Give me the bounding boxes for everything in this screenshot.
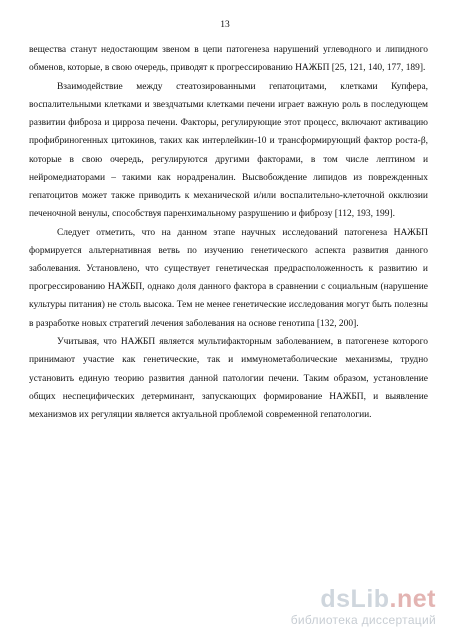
document-body xyxy=(29,41,428,424)
dslib-watermark xyxy=(291,587,436,627)
paragraph-cell-interaction: Взаимодействие между стеатозированными гепатоцитами, клетками Купфера, воспалительными клетками и звездчатыми клетками печени играет важную роль в последующем развитии фиброза и цирроза печени. Факторы, регулирующие этот процесс, включают активацию профибриногенных цитокинов, таких как интерлейкин-10 и трансформирующий фактор роста-β, которые в свою очередь, регулируются другими факторами, в том числе лептином и нейромедиаторами – такими как норадреналин. Высвобождение липидов из поврежденных гепатоцитов может также приводить к механической и/или воспалительно-клеточной окклюзии печеночной венулы, способствуя паренхимальному разрушению и фиброзу [112, 193, 199]. xyxy=(29,81,428,220)
paragraph-continuation: вещества станут недостающим звеном в цепи патогенеза нарушений углеводного и липидного обменов, которые, в свою очередь, приводят к прогрессированию НАЖБП [25, 121, 140, 177, 189]. xyxy=(29,45,428,74)
paragraph-genetic-aspect: Следует отметить, что на данном этапе научных исследований патогенеза НАЖБП формируется альтернативная ветвь по изучению генетического аспекта развития данного заболевания. Установлено, что существует генетическая предрасположенность к развитию и прогрессированию НАЖБП, однако доля данного фактора в сравнении с социальным (нарушение культуры питания) не столь высока. Тем не менее генетические исследования могут быть полезны в разработке новых стратегий лечения заболевания на основе генотипа [132, 200]. xyxy=(29,227,428,329)
page-number: 13 xyxy=(220,20,230,30)
watermark-logo-main: dsLib xyxy=(320,585,390,613)
watermark-tagline: библиотека диссертаций xyxy=(290,613,436,627)
watermark-logo xyxy=(291,587,436,611)
paragraph-conclusion: Учитывая, что НАЖБП является мультифакторным заболеванием, в патогенезе которого принимают участие как генетические, так и иммунометаболические механизмы, трудно установить единую теорию развития данной патологии печени. Таким образом, установление общих неспецифических детерминант, запускающих формирование НАЖБП, и выявление механизмов их регуляции является актуальной проблемой современной гепатологии. xyxy=(29,337,428,420)
watermark-logo-tld: .net xyxy=(389,585,436,613)
